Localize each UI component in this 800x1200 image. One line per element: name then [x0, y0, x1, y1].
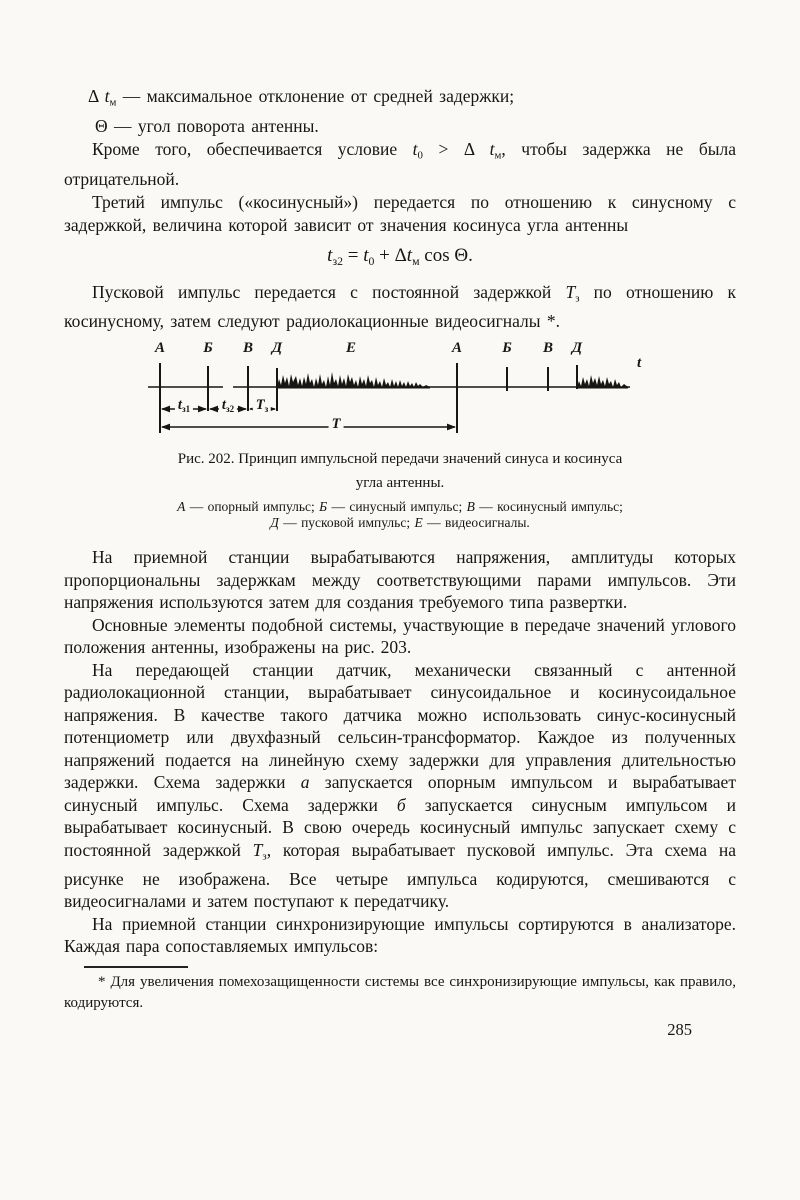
interval-label-tz2: tз2: [219, 397, 237, 417]
pulse-label-b2: Б: [502, 340, 512, 357]
time-axis-label: t: [637, 355, 642, 372]
paragraph-condition: Кроме того, обеспечивается условие t0 > Δ tм, чтобы задержка не была отрицательной.: [64, 139, 736, 189]
pulse-label-e: Е: [345, 340, 357, 357]
video-noise-right: [577, 375, 628, 389]
page-number: 285: [667, 1019, 692, 1039]
body-paragraph-analyzer: На приемной станции синхронизирующие импульсы сортируются в анализаторе. Каждая пара сопоставляемых импульсов:: [64, 913, 736, 957]
body-paragraph-receiving: На приемной станции вырабатываются напряжения, амплитуды которых пропорциональны задержкам между соответствующими парами импульсов. Эти напряжения используются затем для создания требуемого типа развертки.: [64, 547, 736, 613]
timing-diagram-svg: [140, 341, 664, 445]
pulse-label-v1: В: [242, 340, 254, 357]
definition-theta: Θ — угол поворота антенны.: [95, 116, 319, 137]
pulse-label-d2: Д: [571, 340, 583, 357]
paragraph-third-pulse: Третий импульс («косинусный») передается по отношению к синусному с задержкой, величина которой зависит от значения косинуса угла антенны: [64, 191, 736, 235]
body-paragraph-elements: Основные элементы подобной системы, участвующие в передаче значений углового положения антенны, изображены на рис. 203.: [64, 614, 736, 658]
pulse-label-a1: А: [154, 340, 166, 357]
definition-delta-tm: Δ tм — максимальное отклонение от средней задержки;: [88, 86, 515, 109]
interval-label-period: Т: [329, 416, 344, 432]
body-text: [64, 546, 736, 957]
figure-legend-line1: А — опорный импульс; Б — синусный импульс; В — косинусный импульс;: [177, 499, 623, 515]
pulse-label-v2: В: [542, 340, 554, 357]
figure-caption: Рис. 202. Принцип импульсной передачи значений синуса и косинуса: [177, 451, 623, 468]
formula-tz2: tз2 = t0 + Δtм cos Θ.: [327, 244, 473, 268]
figure-caption-line2: угла антенны.: [355, 474, 445, 491]
figure-timing-diagram: [140, 341, 664, 445]
video-noise-left: [277, 372, 430, 389]
body-paragraph-transmitting: На передающей станции датчик, механически связанный с антенной радиолокационной станции, вырабатывает синусоидальное и косинусоидальное напряжения. В качестве такого датчика можно использовать синус-косинусный потенциометр или двухфазный сельсин-трансформатор. Каждое из полученных напряжений подается на линейную схему задержки для управления длительностью задержки. Схема задержки а запускается опорным импульсом и вырабатывает синусный импульс. Схема задержки б запускается синусным импульсом и вырабатывает косинусный. В свою очередь косинусный импульс запускает схему с постоянной задержкой Тз, которая вырабатывает пусковой импульс. Эта схема на рисунке не изображена. Все четыре импульса кодируются, смешиваются с видеосигналами и затем поступают к передатчику.: [64, 659, 737, 912]
pulse-label-b1: Б: [203, 340, 213, 357]
figure-legend-line2: Д — пусковой импульс; Е — видеосигналы.: [270, 515, 530, 531]
footnote-text: * Для увеличения помехозащищенности системы все синхронизирующие импульсы, как правило, кодируются.: [64, 973, 736, 1011]
footnote-divider: [84, 966, 188, 968]
interval-label-tz: Тз: [253, 397, 271, 417]
pulse-label-d1: Д: [271, 340, 283, 357]
paragraph-start-pulse: Пусковой импульс передается с постоянной задержкой Тз по отношению к косинусному, затем следуют радиолокационные видеосигналы *.: [64, 281, 736, 332]
interval-label-tz1: tз1: [175, 397, 193, 417]
pulse-label-a2: А: [451, 340, 463, 357]
